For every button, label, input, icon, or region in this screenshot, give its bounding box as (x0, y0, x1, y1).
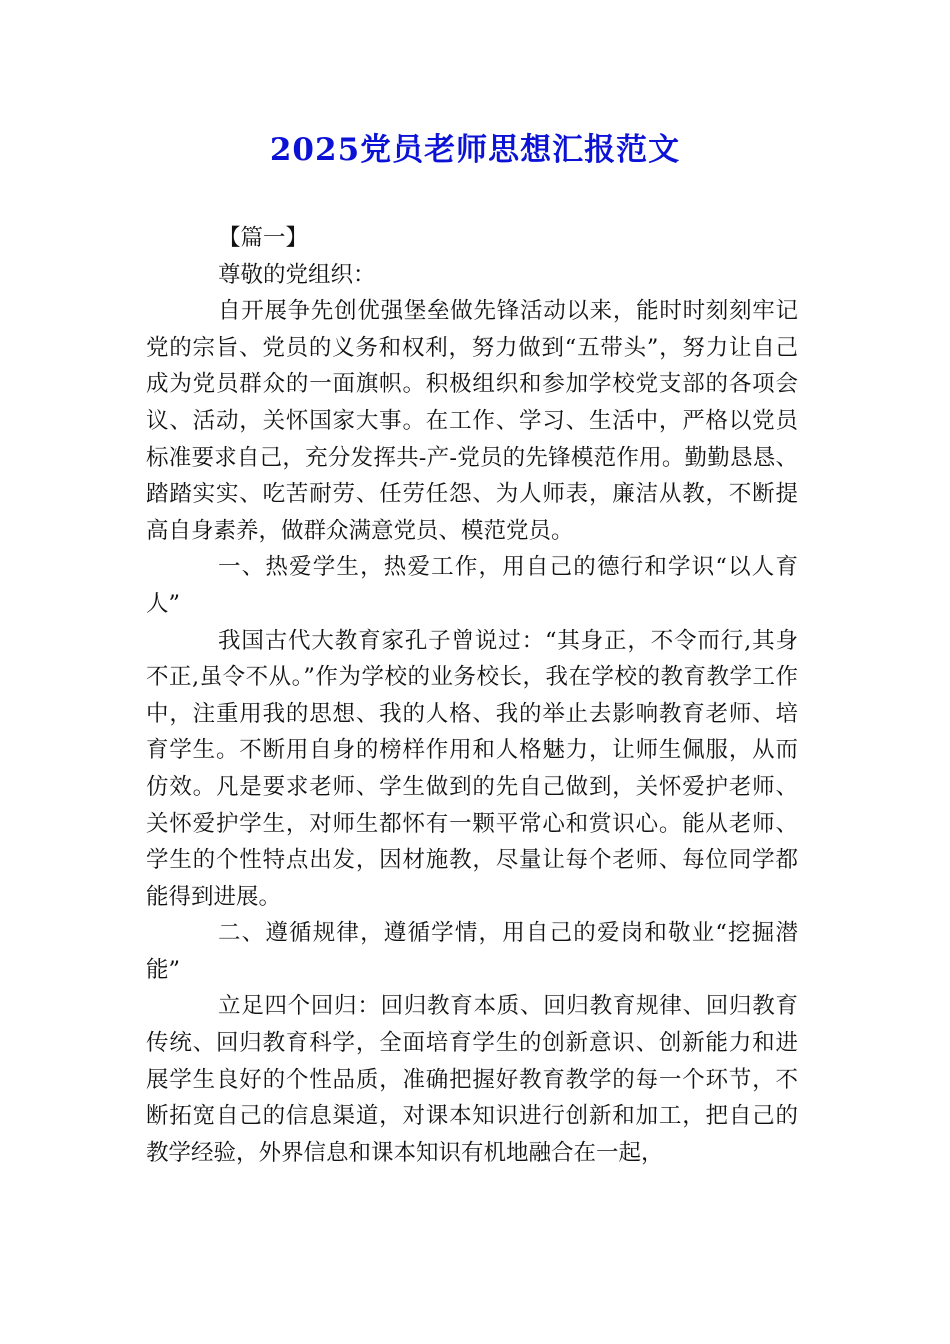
subheading: 一、热爱学生，热爱工作，用自己的德行和学识“以人育人” (146, 554, 798, 617)
paragraph: 自开展争先创优强堡垒做先锋活动以来，能时时刻刻牢记党的宗旨、党员的义务和权利，努力做到“五带头”，努力让自己成为党员群众的一面旗帜。积极组织和参加学校党支部的各项会议、活动，关怀国家大事。在工作、学习、生活中，严格以党员标准要求自己，充分发挥共-产-党员的先锋模范作用。勤勤恳恳、踏踏实实、吃苦耐劳、任劳任怨、为人师表，廉洁从教，不断提高自身素养，做群众满意党员、模范党员。 (146, 298, 798, 544)
document-body (146, 220, 798, 1171)
paragraph: 我国古代大教育家孔子曾说过：“其身正，不令而行,其身不正,虽令不从。”作为学校的业务校长，我在学校的教育教学工作中，注重用我的思想、我的人格、我的举止去影响教育老师、培育学生。不断用自身的榜样作用和人格魅力，让师生佩服，从而仿效。凡是要求老师、学生做到的先自己做到，关怀爱护老师、关怀爱护学生，对师生都怀有一颗平常心和赏识心。能从老师、学生的个性特点出发，因材施教，尽量让每个老师、每位同学都能得到进展。 (146, 627, 798, 910)
salutation: 尊敬的党组织： (218, 261, 376, 288)
document-title: 2025党员老师思想汇报范文 (269, 132, 681, 168)
paragraph: 立足四个回归：回归教育本质、回归教育规律、回归教育传统、回归教育科学，全面培育学生的创新意识、创新能力和进展学生良好的个性品质，准确把握好教育教学的每一个环节，不断拓宽自己的信息渠道，对课本知识进行创新和加工，把自己的教学经验，外界信息和课本知识有机地融合在一起， (146, 993, 798, 1166)
subheading: 二、遵循规律，遵循学情，用自己的爱岗和敬业“挖掘潜能” (146, 920, 798, 983)
section-heading: 【篇一】 (218, 225, 309, 251)
